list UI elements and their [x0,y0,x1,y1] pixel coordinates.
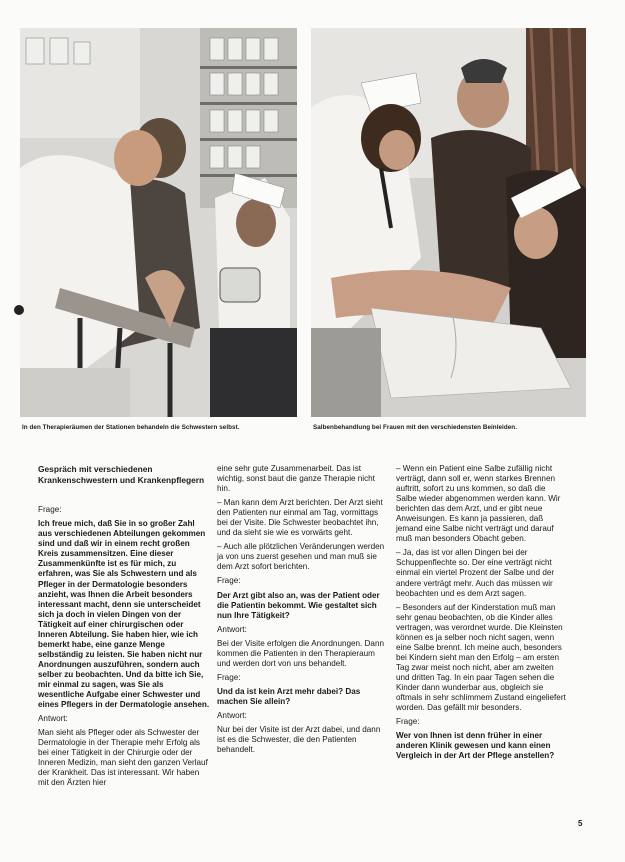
question-2: Der Arzt gibt also an, was der Patient oder die Patientin bekommt. Wie gestaltet sich nun Ihre Tätigkeit? [217,590,380,620]
question-4: Wer von Ihnen ist denn früher in einer anderen Klinik gewesen und kann einen Vergleich in der Art der Pflege anstellen? [396,731,555,761]
interview-heading: Gespräch mit verschiedenen Krankenschwestern und Krankenpflegern [38,464,205,485]
caption-left: In den Therapieräumen der Stationen behandeln die Schwestern selbst. [22,424,240,431]
question-3: Und da ist kein Arzt mehr dabei? Das machen Sie allein? [217,686,361,706]
label-frage: Frage: [217,672,241,682]
answer-1: Man sieht als Pfleger oder als Schwester der Dermatologie in der Therapie mehr Erfolg als bei einer Tätigkeit in der Chirurgie oder der Inneren Medizin, man sieht den ganzen Verlauf der Krankheit. Das ist interessant. Wir haben mit den Ärzten hier [38,728,208,788]
label-frage: Frage: [396,717,420,727]
label-antwort: Antwort: [217,624,247,634]
label-frage: Frage: [38,505,62,515]
text-column-3 [396,464,568,765]
text-column-1 [38,464,210,792]
paragraph: – Man kann dem Arzt berichten. Der Arzt sieht den Patienten nur einmal am Tag, vormittags bei der Visite. Die Schwester beobachtet ihn, und da sieht sie wie es vorwärts geht. [217,498,383,538]
photo-therapy-room [20,28,297,417]
photo-therapy-room-image [20,28,297,417]
photo-ointment-treatment-image [311,28,586,417]
paragraph: – Wenn ein Patient eine Salbe zufällig nicht verträgt, dann soll er, wenn starkes Brennen auftritt, sofort zu uns kommen, so daß die Salbe wieder abgenommen werden kann. Wir berichten das dem Arzt, und er gibt neue Anweisungen. Es kann ja passieren, daß jemand eine Salbe nicht verträgt und darauf muß man besonders Obacht geben. [396,464,561,544]
label-antwort: Antwort: [38,714,68,724]
page-number: 5 [578,819,583,828]
label-antwort: Antwort: [217,710,247,720]
caption-right: Salbenbehandlung bei Frauen mit den verschiedensten Beinleiden. [313,424,517,431]
paragraph: – Besonders auf der Kinderstation muß man sehr genau beobachten, ob die Kinder alles vertragen, was verordnet wurde. Die Kleinsten können es ja selber noch nicht sagen, wenn eine Salbe brennt. Ich meine auch, besonders bei Kindern sieht man den Erfolg – am ersten Tag zwar meist noch nicht, aber am zweiten und dritten Tag. In ein paar Tagen sehen die Kinder dann wunderbar aus, obgleich sie oftmals in sehr schlimmem Zustand eingeliefert worden. Das gefällt mir besonders. [396,602,566,713]
question-1: Ich freue mich, daß Sie in so großer Zahl aus verschiedenen Abteilungen gekommen sind und daß wir in einem recht großen Kreis zusammensitzen. Eine dieser Zusammenkünfte ist es für mich, zu erfahren, was Sie als Schwestern und als Pfleger in der Dermatologie besonders anzieht, was Ihnen die Arbeit besonders interessant macht, denn sie unterscheidet sich ja doch in vielen Dingen von der Tätigkeit auf einer chirurgischen oder Inneren Abteilung. Sie haben hier, wie ich bemerkt habe, eine ganze Menge selbständig zu leisten. Sie haben nicht nur Anordnungen auszuführen, sondern auch selber zu beobachten. Und da bitte ich Sie, mir einmal zu sagen, was Sie als wesentliche Aufgabe einer Schwester und eines Pflegers in der Dermatologie ansehen. [38,519,210,710]
photo-ointment-treatment [311,28,586,417]
answer-3: Nur bei der Visite ist der Arzt dabei, und dann ist es die Schwester, die den Patienten behandelt. [217,725,381,755]
bullet-marker [14,305,24,315]
paragraph: – Auch alle plötzlichen Veränderungen werden ja von uns zuerst gesehen und man muß sie dem Arzt sofort berichten. [217,542,385,572]
label-frage: Frage: [217,576,241,586]
paragraph: – Ja, das ist vor allen Dingen bei der Schuppenflechte so. Der eine verträgt nicht einmal ein viertel Prozent der Salbe und der andere verträgt mehr. Auch das müssen wir beobachten und es dem Arzt sagen. [396,548,555,598]
answer-2: Bei der Visite erfolgen die Anordnungen. Dann kommen die Patienten in den Therapieraum und werden dort von uns behandelt. [217,638,384,668]
paragraph: eine sehr gute Zusammenarbeit. Das ist wichtig, sonst baut die ganze Therapie nicht hin. [217,464,375,494]
text-column-2 [217,464,389,759]
